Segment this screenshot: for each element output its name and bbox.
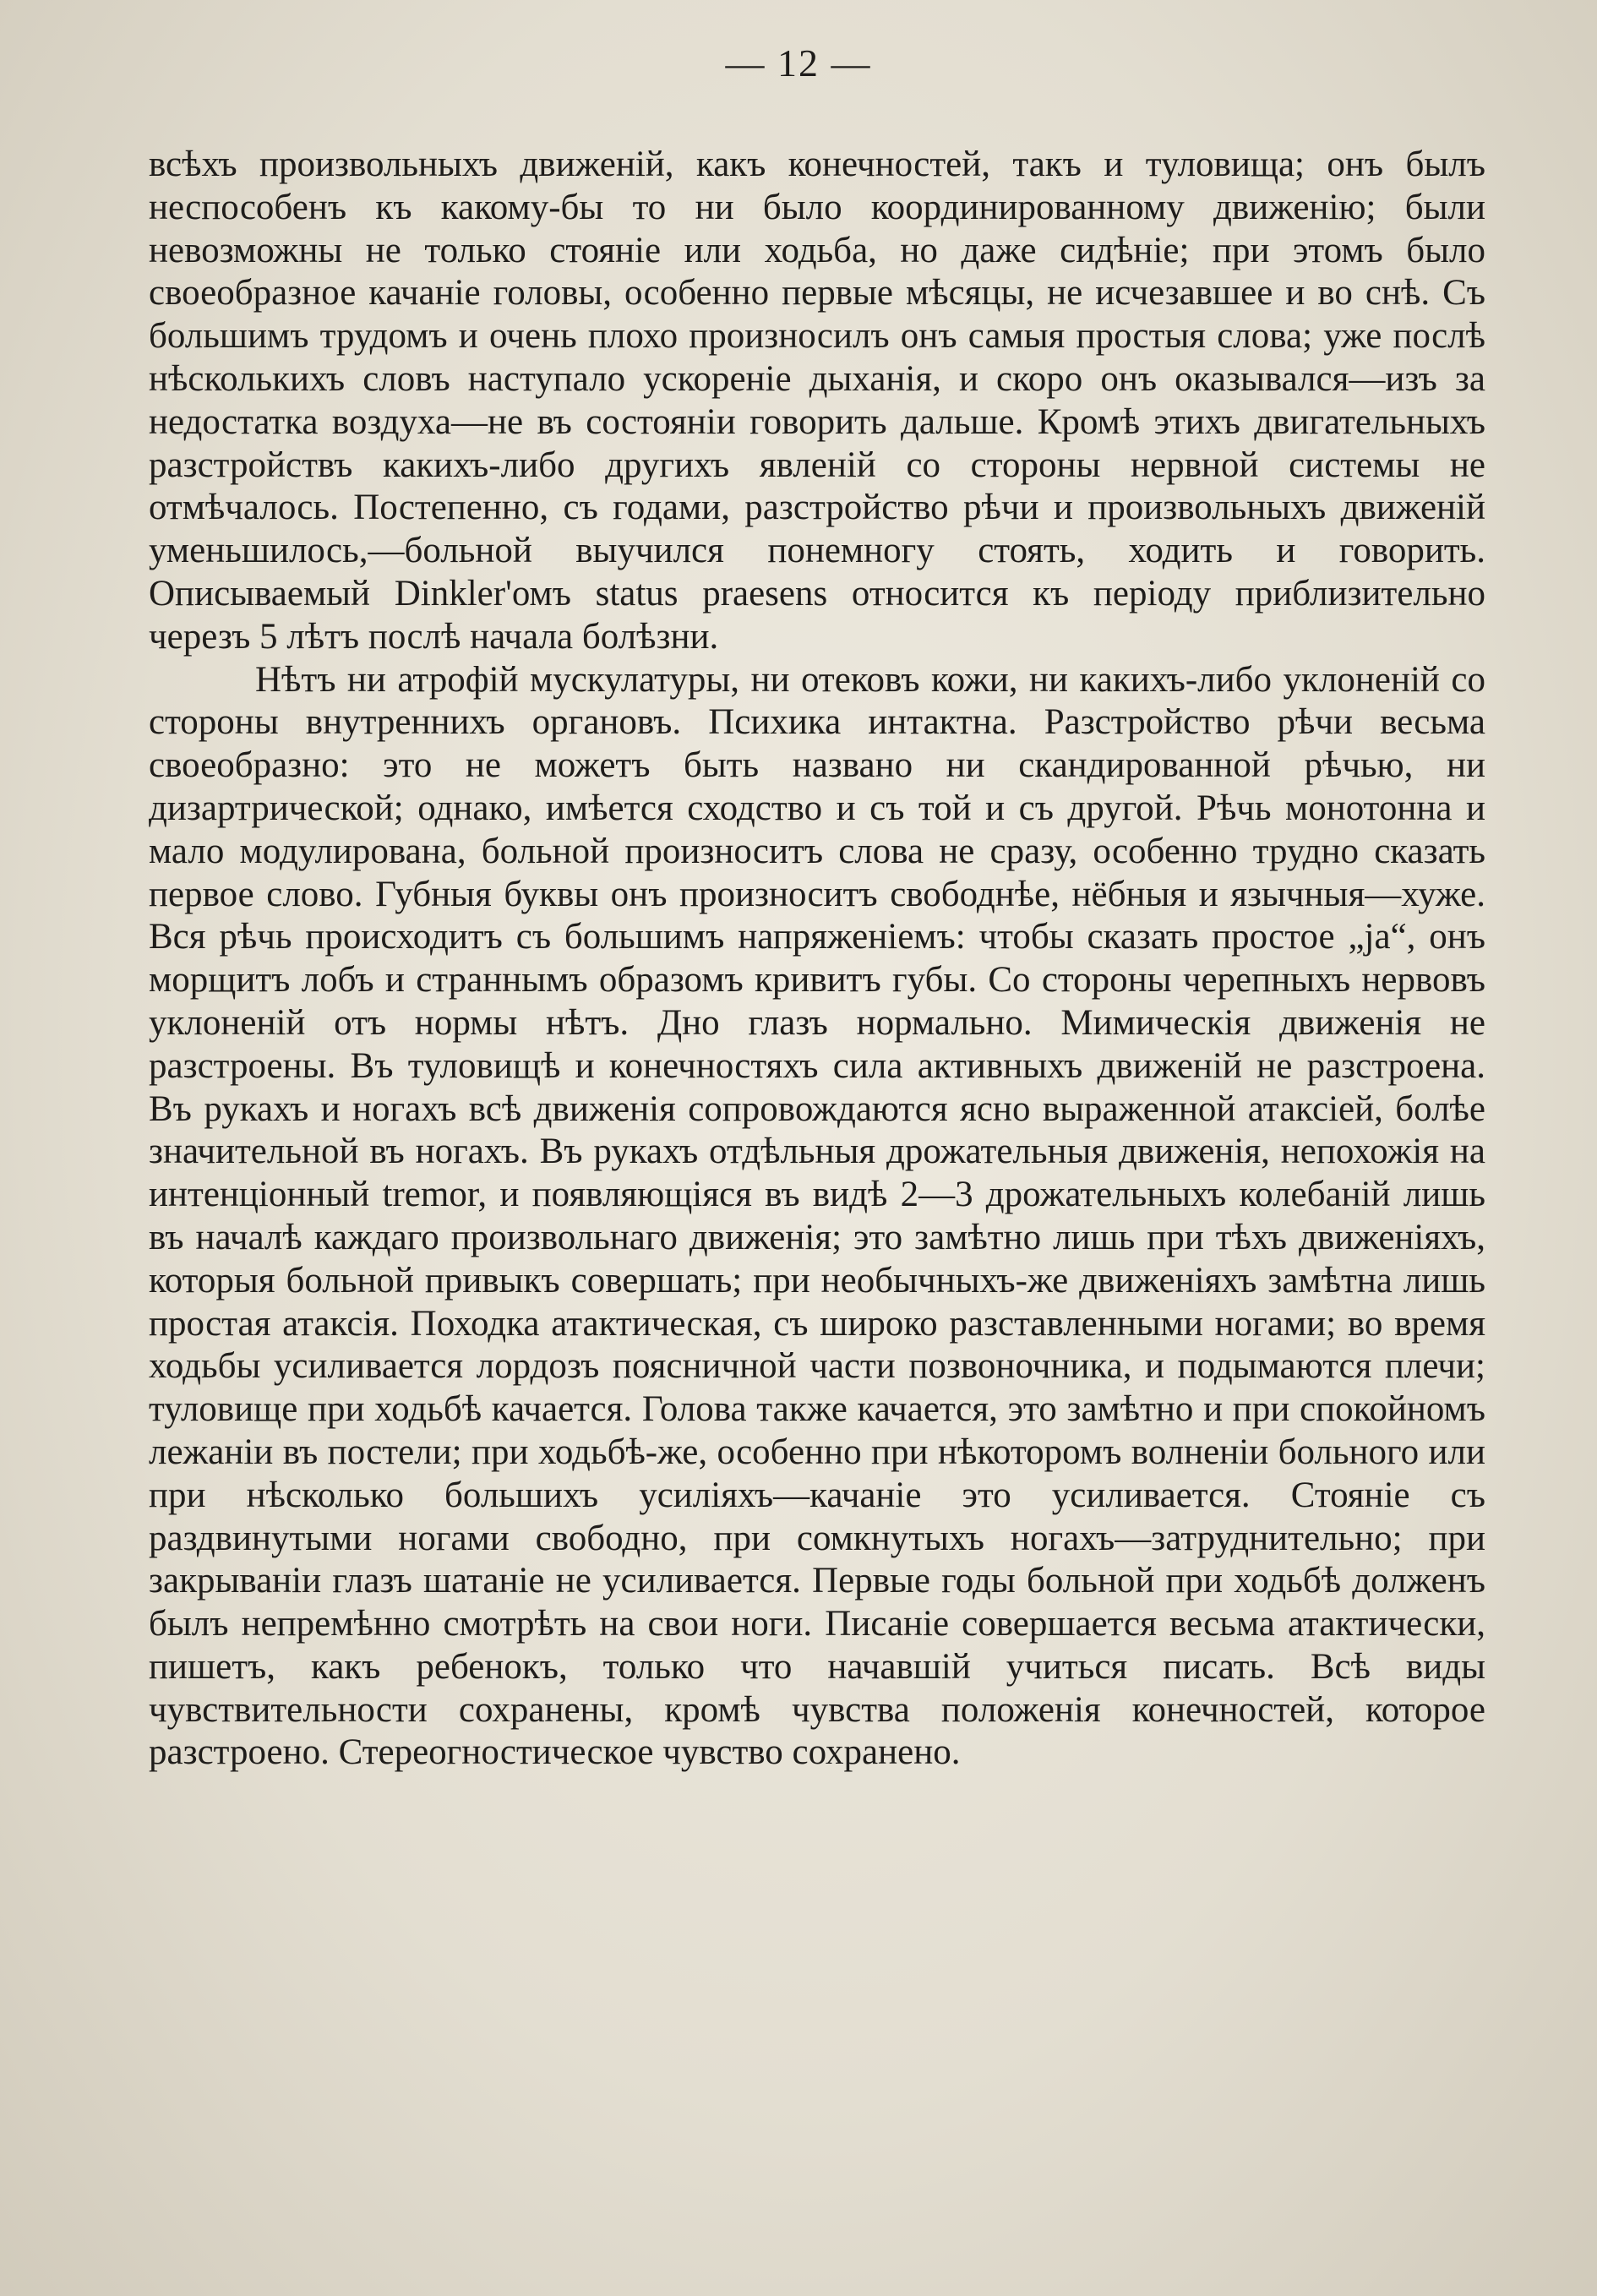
paragraph-1: всѣхъ произвольныхъ движеній, какъ конечностей, такъ и туловища; онъ былъ неспособенъ къ какому-бы то ни было координированному движенію; были невозможны не только стояніе или ходьба, но даже сидѣніе; при этомъ было своеобразное качаніе головы, особенно первые мѣсяцы, не исчезавшее и во снѣ. Съ большимъ трудомъ и очень плохо произносилъ онъ самыя простыя слова; уже послѣ нѣсколькихъ словъ наступало ускореніе дыханія, и скоро онъ оказывался—изъ за недостатка воздуха—не въ состояніи говорить дальше. Кромѣ этихъ двигательныхъ разстройствъ какихъ-либо другихъ явленій со стороны нервной системы не отмѣчалось. Постепенно, съ годами, разстройство рѣчи и произвольныхъ движеній уменьшилось,—больной выучился понемногу стоять, ходить и говорить. Описываемый Dinkler'омъ status praesens относится къ періоду приблизительно черезъ 5 лѣтъ послѣ начала болѣзни. — [149, 145, 1485, 657]
body-text — [149, 144, 1485, 1775]
page-number: — 12 — — [725, 41, 872, 85]
paragraph-2: Нѣтъ ни атрофій мускулатуры, ни отековъ кожи, ни какихъ-либо уклоненій со стороны внутреннихъ органовъ. Психика интактна. Разстройство рѣчи весьма своеобразно: это не можетъ быть названо ни скандированной рѣчью, ни дизартрической; однако, имѣется сходство и съ той и съ другой. Рѣчь монотонна и мало модулирована, больной произноситъ слова не сразу, особенно трудно сказать первое слово. Губныя буквы онъ произноситъ свободнѣе, нёбныя и язычныя—хуже. Вся рѣчь происходитъ съ большимъ напряженіемъ: чтобы сказать простое „ja“, онъ морщитъ лобъ и страннымъ образомъ кривитъ губы. Со стороны черепныхъ нервовъ уклоненій отъ нормы нѣтъ. Дно глазъ нормально. Мимическія движенія не разстроены. Въ туловищѣ и конечностяхъ сила активныхъ движеній не разстроена. Въ рукахъ и ногахъ всѣ движенія сопровождаются ясно выраженной атаксіей, болѣе значительной въ ногахъ. Въ рукахъ отдѣльныя дрожательныя движенія, непохожія на интенціонный tremor, и появляющіяся въ видѣ 2—3 дрожательныхъ колебаній лишь въ началѣ каждаго произвольнаго движенія; это замѣтно лишь при тѣхъ движеніяхъ, которыя больной привыкъ совершать; при необычныхъ-же движеніяхъ замѣтна лишь простая атаксія. Походка атактическая, съ широко разставленными ногами; во время ходьбы усиливается лордозъ поясничной части позвоночника, и подымаются плечи; туловище при ходьбѣ качается. Голова также качается, это замѣтно и при спокойномъ лежаніи въ постели; при ходьбѣ-же, особенно при нѣкоторомъ волненіи больного или при нѣсколько большихъ усиліяхъ—качаніе это усиливается. Стояніе съ раздвинутыми ногами свободно, при сомкнутыхъ ногахъ—затруднительно; при закрываніи глазъ шатаніе не усиливается. Первые годы больной при ходьбѣ долженъ былъ непремѣнно смотрѣть на свои ноги. Писаніе совершается весьма атактически, пишетъ, какъ ребенокъ, только что начавшій учиться писать. Всѣ виды чувствительности сохранены, кромѣ чувства положенія конечностей, которое разстроено. Стереогностическое чувство сохранено. — [149, 659, 1485, 1773]
